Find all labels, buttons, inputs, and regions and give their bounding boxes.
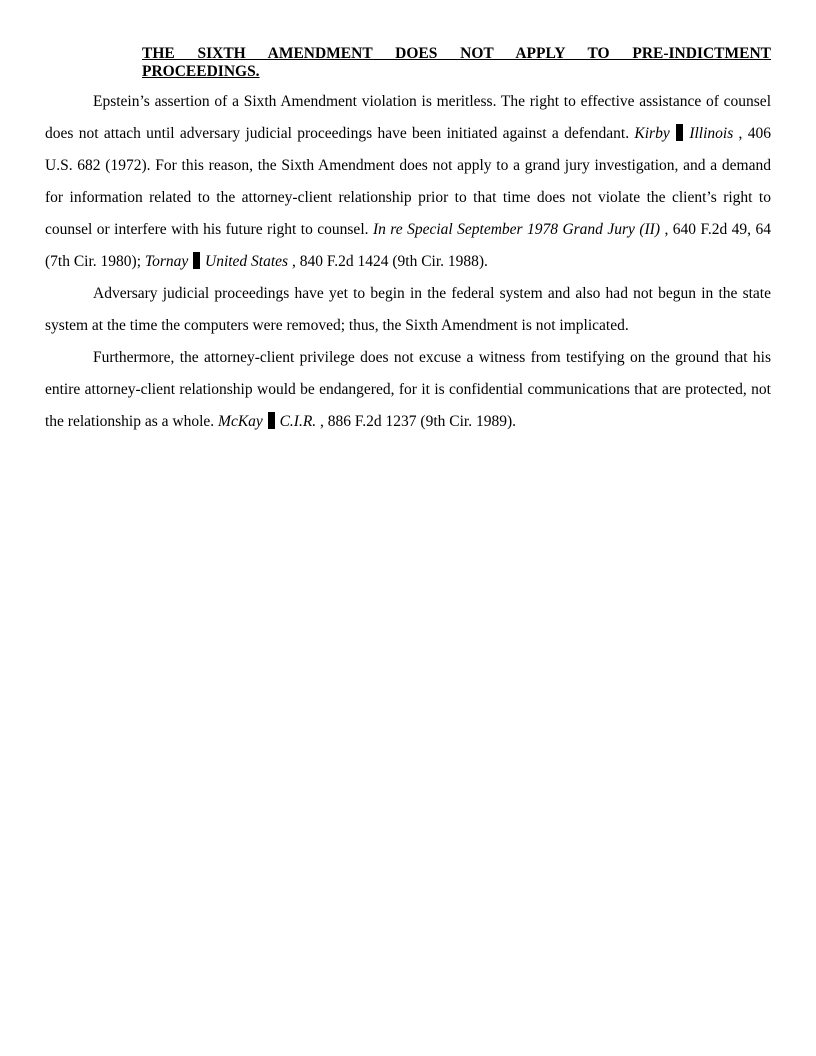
document-body <box>45 86 771 438</box>
p3-text-b: , 886 F.2d 1237 (9th Cir. 1989). <box>316 413 516 430</box>
citation-tornay: Tornay <box>144 253 189 270</box>
redaction-mark <box>193 252 200 269</box>
paragraph-2: Adversary judicial proceedings have yet to begin in the federal system and also had not begun in the state system at the time the computers were removed; thus, the Sixth Amendment is not implicated. <box>45 285 771 334</box>
heading-line-1: THE SIXTH AMENDMENT DOES NOT APPLY TO PRE-INDICTMENT <box>142 45 771 62</box>
citation-kirby: Kirby <box>634 125 670 142</box>
p1-text-c: , 640 F.2d 49, 64 (7th Cir. 1980); <box>45 221 771 270</box>
heading-line-2: PROCEEDINGS. <box>142 63 260 80</box>
citation-mckay: McKay <box>218 413 263 430</box>
section-heading <box>142 45 771 81</box>
p1-text-d: , 840 F.2d 1424 (9th Cir. 1988). <box>288 253 488 270</box>
p3-text-a: Furthermore, the attorney-client privilege does not excuse a witness from testifying on the ground that his entire attorney-client relationship would be endangered, for it is confidential communications that are protected, not the relationship as a whole. <box>45 349 771 430</box>
paragraph-1 <box>45 86 771 278</box>
redaction-mark <box>268 412 275 429</box>
citation-illinois: Illinois <box>689 125 734 142</box>
citation-cir: C.I.R. <box>279 413 317 430</box>
p1-text-b: , 406 U.S. 682 (1972). For this reason, the Sixth Amendment does not apply to a grand jury investigation, and a demand for information related to the attorney-client relationship prior to that time does not violate the client’s right to counsel or interfere with his future right to counsel. <box>45 125 771 238</box>
paragraph-3 <box>45 342 771 438</box>
citation-special-grand-jury: In re Special September 1978 Grand Jury (II) <box>372 221 661 238</box>
citation-united-states: United States <box>205 253 289 270</box>
p1-text-a: Epstein’s assertion of a Sixth Amendment violation is meritless. The right to effective assistance of counsel does not attach until adversary judicial proceedings have been initiated against a defendant. <box>45 93 771 142</box>
redaction-mark <box>676 124 683 141</box>
